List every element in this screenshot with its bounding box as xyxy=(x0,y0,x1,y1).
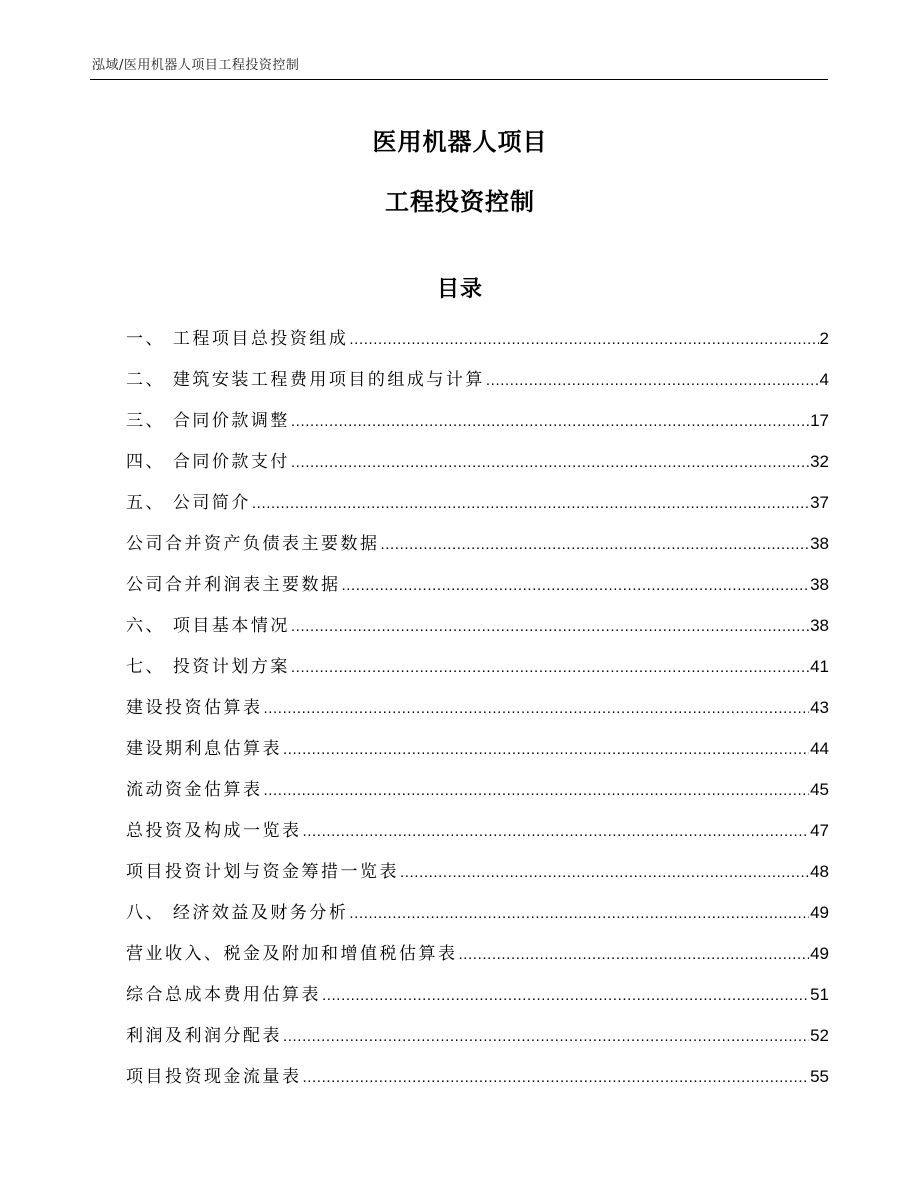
toc-leader-dots xyxy=(283,1016,809,1057)
table-of-contents xyxy=(126,318,829,1097)
toc-entry[interactable] xyxy=(126,482,829,523)
toc-entry-page: 48 xyxy=(810,862,829,881)
toc-entry-page: 49 xyxy=(810,903,829,922)
toc-entry-page: 38 xyxy=(810,534,829,553)
toc-entry[interactable] xyxy=(126,851,829,892)
toc-entry[interactable] xyxy=(126,318,829,359)
toc-entry-label: 一、 工程项目总投资组成 xyxy=(126,329,349,349)
toc-entry-label: 项目投资计划与资金筹措一览表 xyxy=(126,862,399,882)
toc-entry-label: 七、 投资计划方案 xyxy=(126,657,290,677)
toc-leader-dots xyxy=(342,565,810,606)
toc-entry-label: 项目投资现金流量表 xyxy=(126,1067,302,1087)
toc-entry-label: 建设投资估算表 xyxy=(126,698,263,718)
toc-entry-page: 52 xyxy=(810,1026,829,1045)
toc-entry-label: 四、 合同价款支付 xyxy=(126,452,290,472)
toc-leader-dots xyxy=(291,401,809,442)
toc-entry-page: 51 xyxy=(810,985,829,1004)
page-header: 泓域/医用机器人项目工程投资控制 xyxy=(92,58,300,73)
toc-leader-dots xyxy=(291,442,809,483)
toc-leader-dots xyxy=(349,319,818,360)
toc-entry[interactable] xyxy=(126,1056,829,1097)
toc-leader-dots xyxy=(486,360,819,401)
toc-leader-dots xyxy=(349,893,809,934)
toc-leader-dots xyxy=(264,770,810,811)
toc-entry[interactable] xyxy=(126,1015,829,1056)
toc-leader-dots xyxy=(252,483,809,524)
toc-entry[interactable] xyxy=(126,974,829,1015)
toc-entry-page: 45 xyxy=(810,780,829,799)
toc-leader-dots xyxy=(400,852,809,893)
toc-entry-label: 三、 合同价款调整 xyxy=(126,411,290,431)
toc-entry-label: 综合总成本费用估算表 xyxy=(126,985,321,1005)
toc-entry[interactable] xyxy=(126,810,829,851)
toc-entry-label: 八、 经济效益及财务分析 xyxy=(126,903,349,923)
toc-entry[interactable] xyxy=(126,441,829,482)
toc-entry-page: 41 xyxy=(810,657,829,676)
document-title-line-2: 工程投资控制 xyxy=(385,188,535,216)
toc-entry[interactable] xyxy=(126,523,829,564)
toc-entry-page: 49 xyxy=(810,944,829,963)
toc-entry-page: 44 xyxy=(810,739,829,758)
toc-entry[interactable] xyxy=(126,400,829,441)
toc-entry[interactable] xyxy=(126,769,829,810)
toc-entry-label: 流动资金估算表 xyxy=(126,780,263,800)
toc-entry-page: 38 xyxy=(810,575,829,594)
toc-entry-page: 47 xyxy=(810,821,829,840)
toc-entry-label: 公司合并利润表主要数据 xyxy=(126,575,341,595)
toc-entry-page: 43 xyxy=(810,698,829,717)
toc-entry-label: 利润及利润分配表 xyxy=(126,1026,282,1046)
toc-entry[interactable] xyxy=(126,646,829,687)
toc-leader-dots xyxy=(283,729,809,770)
toc-entry-label: 总投资及构成一览表 xyxy=(126,821,302,841)
toc-entry-page: 37 xyxy=(810,493,829,512)
toc-entry[interactable] xyxy=(126,564,829,605)
toc-leader-dots xyxy=(303,811,810,852)
toc-entry-page: 2 xyxy=(819,329,829,348)
toc-heading: 目录 xyxy=(436,277,483,302)
toc-leader-dots xyxy=(291,606,809,647)
toc-leader-dots xyxy=(264,688,810,729)
toc-entry[interactable] xyxy=(126,687,829,728)
toc-leader-dots xyxy=(322,975,809,1016)
toc-leader-dots xyxy=(459,934,810,975)
toc-entry-page: 38 xyxy=(810,616,829,635)
toc-entry[interactable] xyxy=(126,359,829,400)
toc-leader-dots xyxy=(303,1057,810,1098)
toc-entry[interactable] xyxy=(126,892,829,933)
toc-entry[interactable] xyxy=(126,933,829,974)
toc-entry-label: 公司合并资产负债表主要数据 xyxy=(126,534,380,554)
toc-entry-page: 32 xyxy=(810,452,829,471)
toc-entry-label: 二、 建筑安装工程费用项目的组成与计算 xyxy=(126,370,485,390)
toc-entry-page: 4 xyxy=(819,370,829,389)
toc-entry-label: 五、 公司简介 xyxy=(126,493,251,513)
toc-leader-dots xyxy=(291,647,809,688)
toc-leader-dots xyxy=(381,524,810,565)
toc-entry-label: 六、 项目基本情况 xyxy=(126,616,290,636)
toc-entry-label: 建设期利息估算表 xyxy=(126,739,282,759)
toc-entry-page: 17 xyxy=(810,411,829,430)
toc-entry-page: 55 xyxy=(810,1067,829,1086)
toc-entry[interactable] xyxy=(126,728,829,769)
toc-entry-label: 营业收入、税金及附加和增值税估算表 xyxy=(126,944,458,964)
document-title-line-1: 医用机器人项目 xyxy=(372,128,548,156)
toc-entry[interactable] xyxy=(126,605,829,646)
header-divider xyxy=(90,79,828,80)
